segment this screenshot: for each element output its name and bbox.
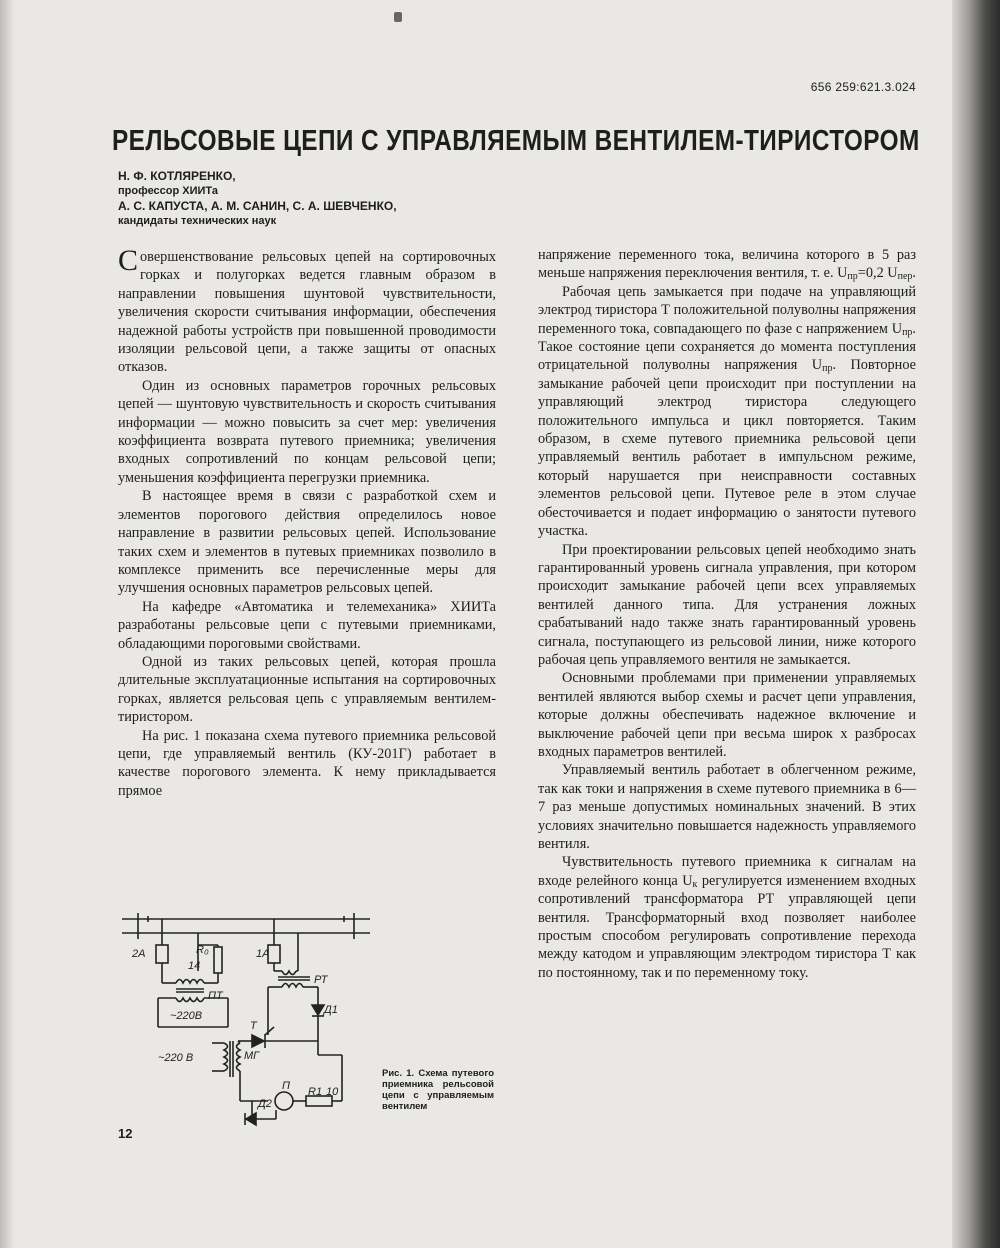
label-r0: R₀ [196, 944, 209, 956]
author-role: кандидаты технических наук [118, 215, 277, 227]
subscript: пр [822, 363, 833, 375]
paragraph [118, 244, 496, 377]
page-edge-right [952, 0, 1000, 1248]
subscript: пр [902, 326, 913, 338]
page-number: 12 [118, 1126, 133, 1141]
subscript: пер [897, 271, 913, 283]
paragraph-text: Рабочая цепь замыкается при подаче на управляющий электрод тиристора Т положительной полуволны напряжения переменного тока, совпадающего по фазе с напряжением U [538, 283, 916, 337]
paragraph-text: . [912, 265, 916, 282]
author-role: профессор ХИИТа [118, 185, 218, 197]
udc-code: 656 259:621.3.024 [810, 80, 916, 94]
paragraph-text: Чувствительность путевого приемника к сигналам на входе релейного конца U [538, 854, 916, 889]
paragraph-text: напряжение переменного тока, величина которого в 5 раз меньше напряжения переключения вентиля, т. е. U [538, 247, 916, 282]
subscript: к [692, 878, 698, 890]
paragraph-text: регулируется изменением входных сопротивлений трансформатора РТ управляющей цепи вентиля. Трансформаторный вход позволяет наиболее простым способом регулировать сопротивление перехода между катодом и управляющим электродом тиристора Т как по постоянному, так и по переменному току. [538, 872, 917, 981]
paragraph: Управляемый вентиль работает в облегченном режиме, так как токи и напряжения в схеме путевого приемника в 6—7 раз меньше допустимых номинальных значений. В этих условиях значительно повышается надежность управляемого вентиля. [538, 762, 916, 852]
paragraph: Один из основных параметров горочных рельсовых цепей — шунтовую чувствительность и скорость считывания информации — можно повысить за счет мер: увеличения коэффициента возврата путевого приемника; увеличения входных сопротивлений по концам рельсовой цепи; уменьшения коэффициента перегрузки приемника. [118, 377, 496, 486]
paragraph [538, 283, 916, 541]
paragraph-text: =0,2 U [857, 265, 898, 282]
paragraph: Основными проблемами при применении управляемых вентилей являются выбор схемы и расчет цепи управления, которые должны обеспечивать надежное включение и выключение рабочей цепи при весьма широк х разбросах входных параметров вентилей. [538, 670, 916, 760]
paragraph: На рис. 1 показана схема путевого приемника рельсовой цепи, где управляемый вентиль (КУ-201Г) работает в качестве порогового элемента. К нему прикладывается прямое [118, 727, 496, 799]
drop-cap: С [118, 244, 139, 277]
print-mark [394, 12, 402, 22]
author-name: Н. Ф. КОТЛЯРЕНКО, [118, 169, 236, 183]
label-pt: ПТ [208, 990, 223, 1002]
label-d2: Д2 [258, 1098, 272, 1110]
label-mg: МГ [244, 1050, 260, 1062]
subscript: пр [847, 271, 858, 283]
paragraph [538, 246, 916, 283]
label-rt: РТ [314, 974, 328, 986]
label-r1: R1 [308, 1086, 323, 1098]
label-d1: Д1 [324, 1004, 338, 1016]
paragraph-text: . Такое состояние цепи сохраняется до момента поступления отрицательной полуволны напряжения U [538, 320, 916, 374]
text-column-left [118, 244, 496, 800]
label-14: 14 [188, 960, 201, 972]
label-220b: ~220 В [158, 1052, 194, 1064]
figure-caption: Рис. 1. Схема путевого приемника рельсовой цепи с управляемым вентилем [382, 1068, 494, 1112]
label-t: Т [250, 1020, 257, 1032]
paragraph: При проектировании рельсовых цепей необходимо знать гарантированный уровень сигнала управления, при котором происходит замыкание рабочей цепи всех управляемых вентилей данного типа. Для устранения ложных срабатываний надо также знать гарантированный уровень сигнала, поступающего из рельсовой линии, ниже которого рабочая цепь управляемого вентиля не замыкается. [538, 541, 916, 668]
paragraph: В настоящее время в связи с разработкой схем и элементов порогового действия определилось новое направление в развитии рельсовых цепей. Использование таких схем и элементов в путевых приемниках позволило в комплексе применить все перечисленные меры для улучшения основных параметров рельсовых цепей. [118, 488, 496, 597]
paragraph-text: . Повторное замыкание рабочей цепи происходит при поступлении на управляющий электрод тиристора следующего положительного импульса и цикл повторяется. Таким образом, в схеме путевого приемника рельсовой цепи управляемый вентиль работает в импульсном режиме, который нарушается при неисправности составных элементов рельсовой цепи. Путевое реле в этом случае обесточивается и подает информацию о занятости путевого участка. [538, 357, 916, 540]
article-title: РЕЛЬСОВЫЕ ЦЕПИ С УПРАВЛЯЕМЫМ ВЕНТИЛЕМ-ТИРИСТОРОМ [112, 125, 920, 157]
label-p: П [282, 1080, 290, 1092]
label-2a: 2А [132, 948, 146, 960]
paragraph: Одной из таких рельсовых цепей, которая прошла длительные эксплуатационные испытания на сортировочных горках, является рельсовая цепь с управляемым вентилем-тиристором. [118, 653, 496, 726]
authors-block [118, 169, 538, 229]
text-column-right [538, 246, 916, 982]
label-10: 10 [326, 1086, 339, 1098]
author-name: А. С. КАПУСТА, А. М. САНИН, С. А. ШЕВЧЕНКО, [118, 199, 397, 213]
paragraph [538, 853, 916, 982]
label-1a: 1А [256, 948, 270, 960]
paragraph: На кафедре «Автоматика и телемеханика» ХИИТа разработаны рельсовые цепи с путевыми приемниками, обладающими пороговыми свойствами. [118, 598, 496, 652]
label-220a: ~220В [170, 1010, 203, 1022]
page-edge-left [0, 0, 14, 1248]
paragraph-text: овершенствование рельсовых цепей на сортировочных горках и полугорках ведется главным образом в направлении повышения шунтовой чувствительности, увеличения скорости считывания информации, обеспечения надежной работы устройств при повышенной проводимости изоляции рельсовой цепи, а также защиты от опасных отказов. [118, 249, 496, 376]
